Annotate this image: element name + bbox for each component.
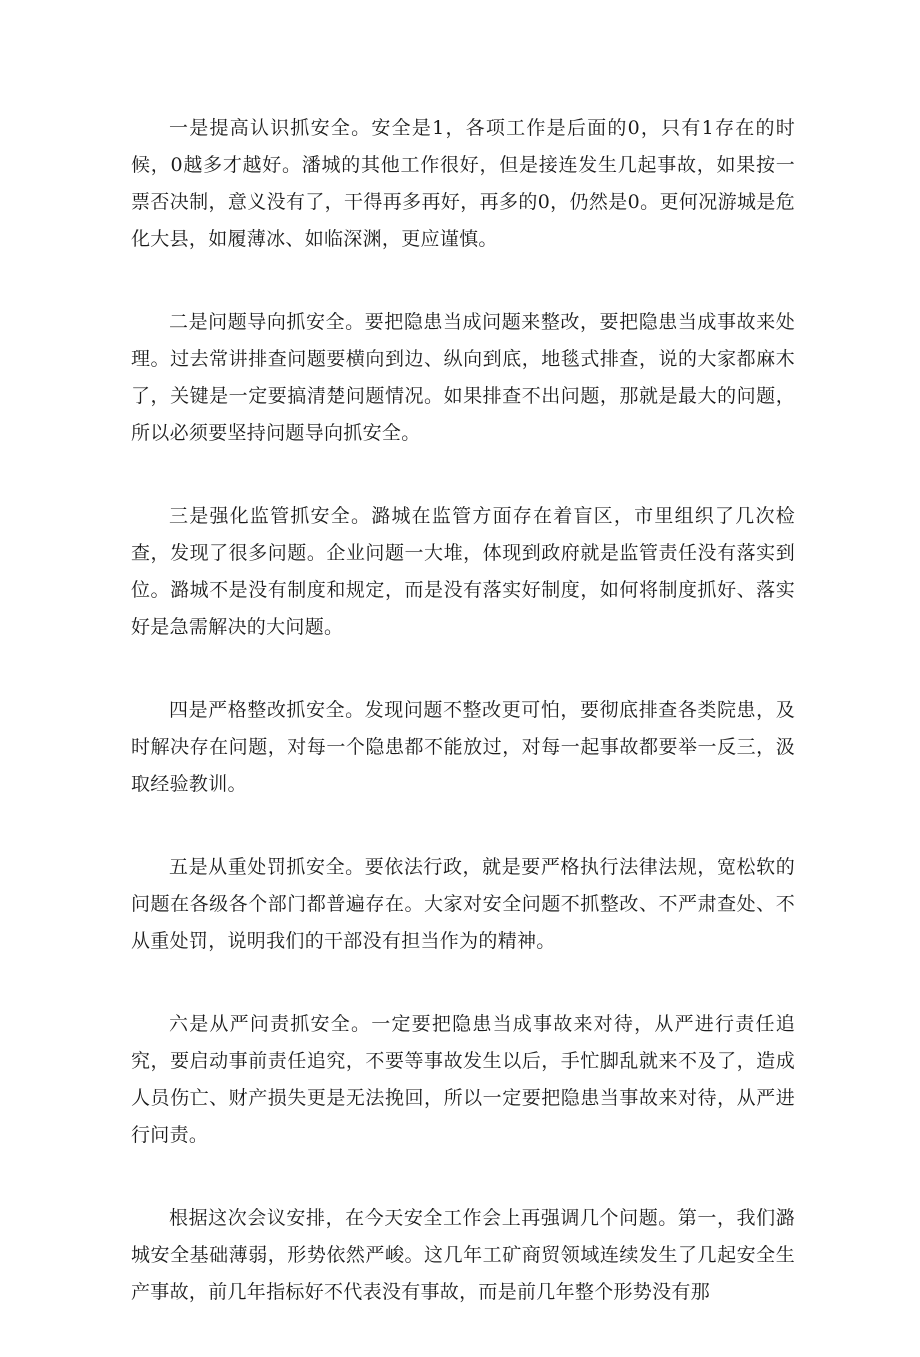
paragraph-7: 根据这次会议安排，在今天安全工作会上再强调几个问题。第一，我们潞城安全基础薄弱，形势依然严峻。这几年工矿商贸领域连续发生了几起安全生产事故，前几年指标好不代表没有事故，而是前几年整个形势没有那	[131, 1207, 795, 1303]
document-body	[131, 110, 795, 1357]
paragraph-4: 四是严格整改抓安全。发现问题不整改更可怕，要彻底排查各类院患，及时解决存在问题，对每一个隐患都不能放过，对每一起事故都要举一反三，汲取经验教训。	[131, 699, 795, 795]
paragraph-5: 五是从重处罚抓安全。要依法行政，就是要严格执行法律法规，宽松软的问题在各级各个部门都普遍存在。大家对安全问题不抓整改、不严肃查处、不从重处罚，说明我们的干部没有担当作为的精神。	[131, 856, 795, 952]
paragraph-3: 三是强化监管抓安全。潞城在监管方面存在着盲区，市里组织了几次检查，发现了很多问题。企业问题一大堆，体现到政府就是监管责任没有落实到位。潞城不是没有制度和规定，而是没有落实好制度，如何将制度抓好、落实好是急需解决的大问题。	[131, 505, 795, 638]
paragraph-6: 六是从严问责抓安全。一定要把隐患当成事故来对待，从严进行责任追究，要启动事前责任追究，不要等事故发生以后，手忙脚乱就来不及了，造成人员伤亡、财产损失更是无法挽回，所以一定要把隐患当事故来对待，从严进行问责。	[131, 1013, 795, 1146]
paragraph-2: 二是问题导向抓安全。要把隐患当成问题来整改，要把隐患当成事故来处理。过去常讲排查问题要横向到边、纵向到底，地毯式排查，说的大家都麻木了，关键是一定要搞清楚问题情况。如果排查不出问题，那就是最大的问题，所以必须要坚持问题导向抓安全。	[131, 311, 795, 444]
paragraph-1: 一是提高认识抓安全。安全是1，各项工作是后面的0，只有1存在的时候，0越多才越好。潘城的其他工作很好，但是接连发生几起事故，如果按一票否决制，意义没有了，干得再多再好，再多的0，仍然是0。更何况游城是危化大县，如履薄冰、如临深渊，更应谨慎。	[131, 117, 795, 250]
